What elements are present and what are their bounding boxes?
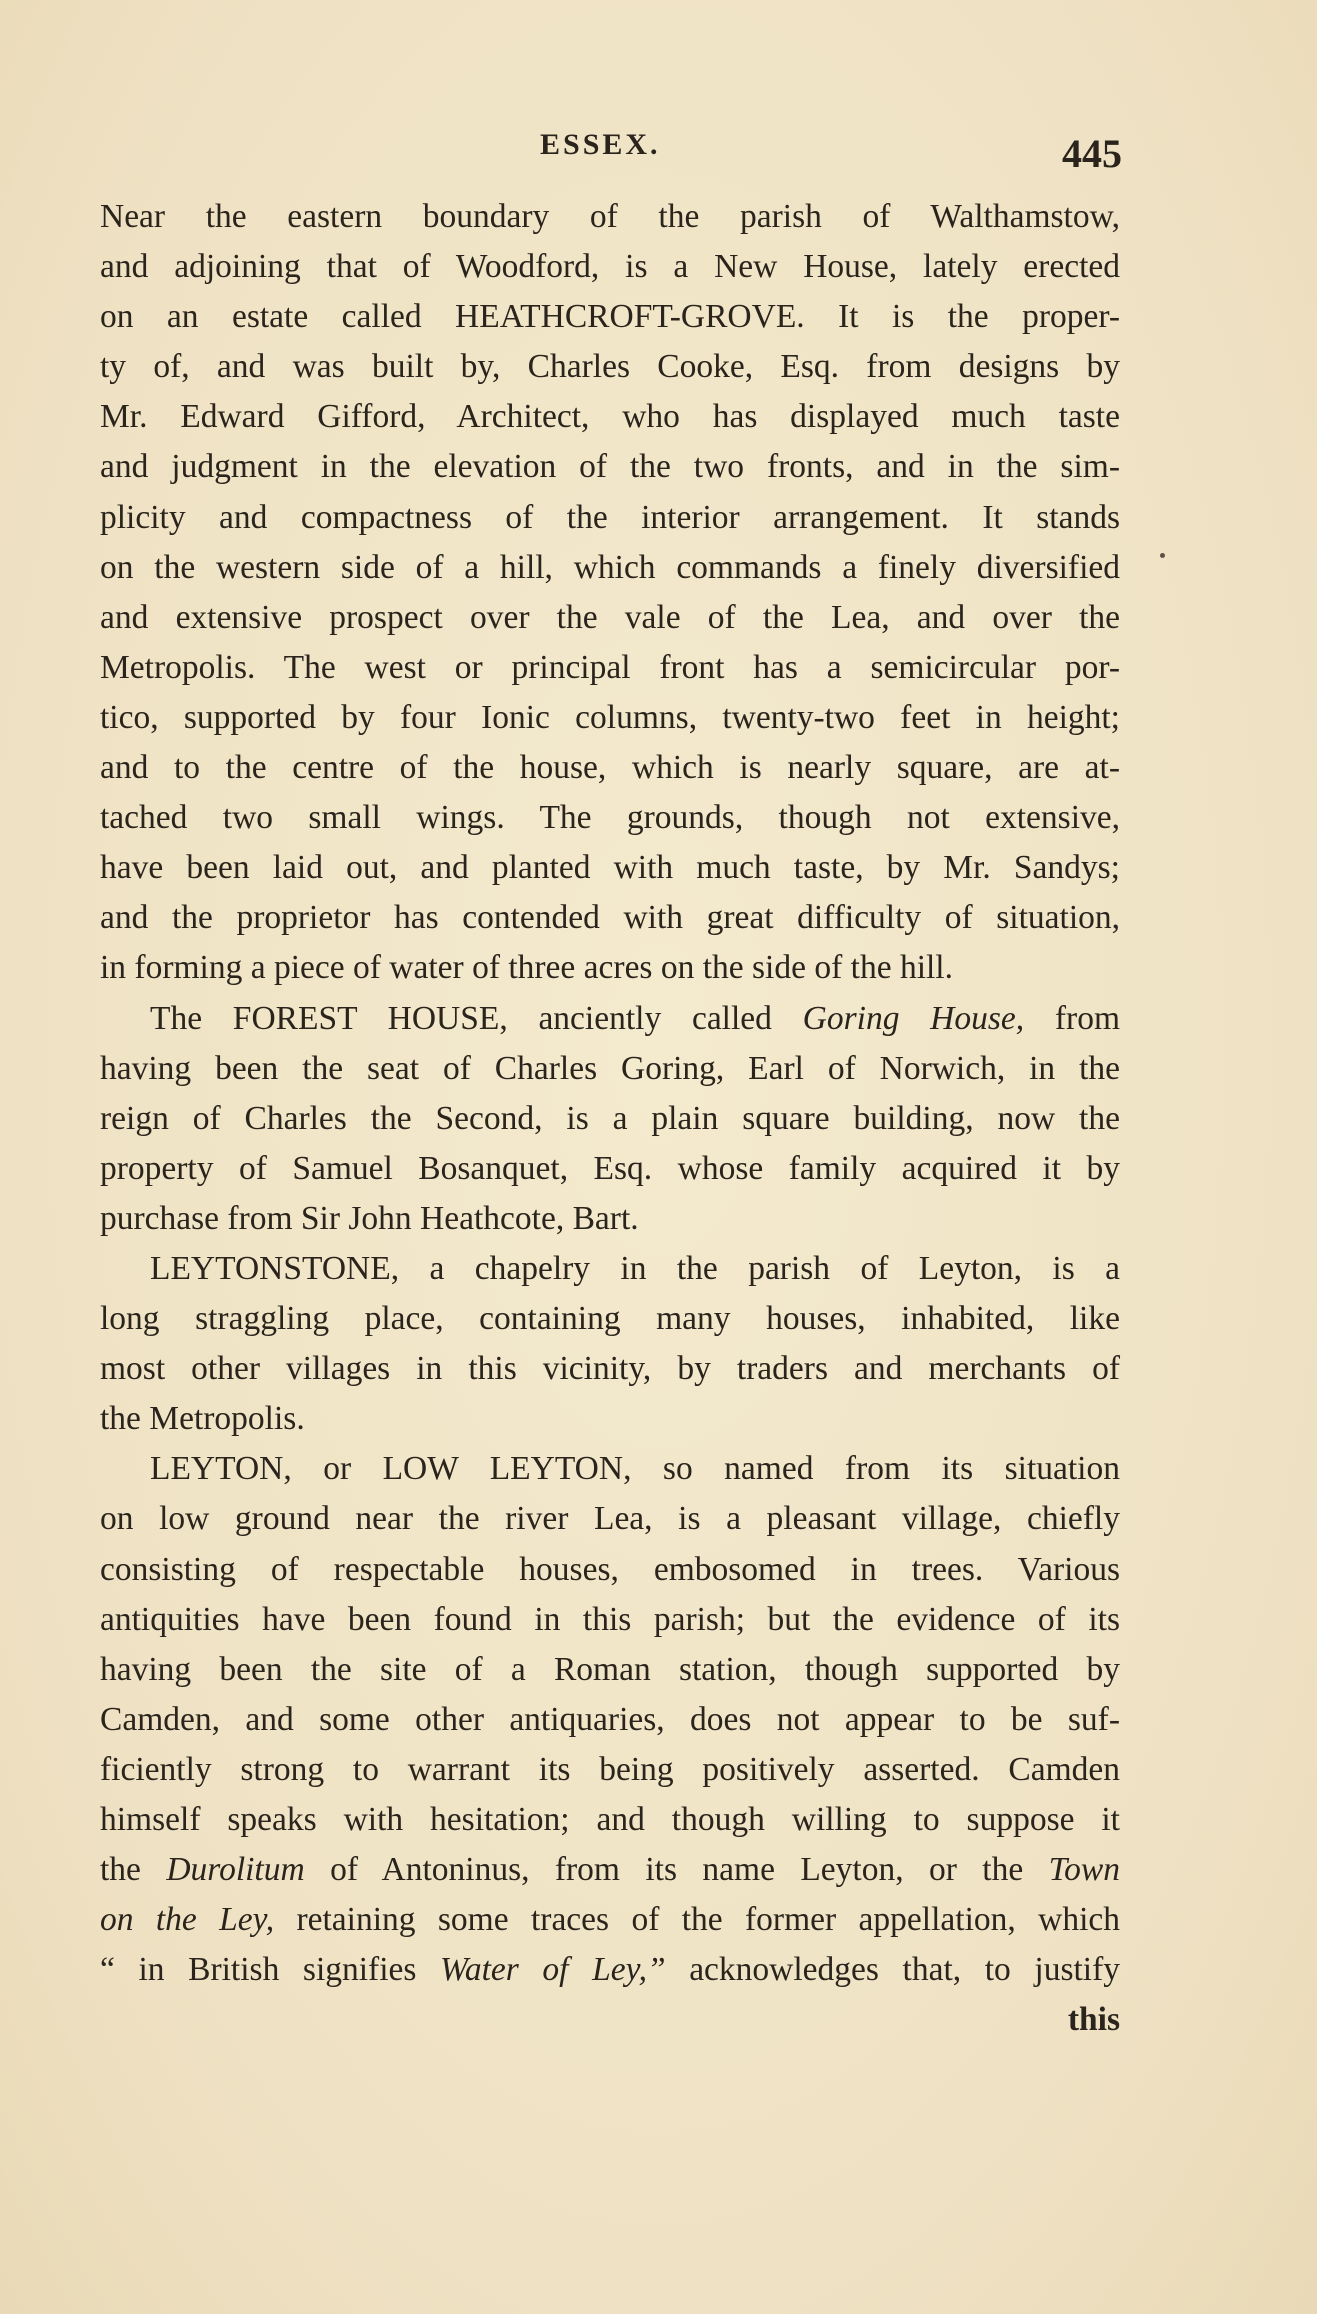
italic-text: on the Ley, <box>100 1901 275 1939</box>
text-line: Mr. Edward Gifford, Architect, who has displayed much taste <box>100 398 1120 436</box>
italic-text: Water of Ley,” <box>440 1951 666 1989</box>
text-segment: of Antoninus, from its name Leyton, or the <box>330 1851 1024 1889</box>
text-segment: “ in British signifies <box>100 1951 417 1989</box>
text-line: consisting of respectable houses, embosomed in trees. Various <box>100 1550 1120 1588</box>
text-segment: the <box>100 1851 141 1889</box>
text-line: purchase from Sir John Heathcote, Bart. <box>100 1199 639 1237</box>
page-number: 445 <box>1062 131 1122 176</box>
text-line <box>100 1845 1120 1895</box>
text-line: and extensive prospect over the vale of the Lea, and over the <box>100 598 1120 636</box>
text-line: on low ground near the river Lea, is a pleasant village, chiefly <box>100 1500 1120 1538</box>
italic-text: Town <box>1048 1851 1121 1889</box>
text-line: having been the seat of Charles Goring, Earl of Norwich, in the <box>100 1049 1120 1087</box>
text-line: on an estate called HEATHCROFT-GROVE. It is the proper- <box>100 298 1120 336</box>
text-line: Camden, and some other antiquaries, does not appear to be suf- <box>100 1700 1120 1738</box>
text-line: ficiently strong to warrant its being positively asserted. Camden <box>100 1750 1120 1788</box>
text-line: tached two small wings. The grounds, though not extensive, <box>100 799 1120 837</box>
text-line <box>100 1895 1120 1945</box>
text-line: himself speaks with hesitation; and though willing to suppose it <box>100 1801 1120 1838</box>
italic-text: Durolitum <box>166 1851 305 1889</box>
text-line: Metropolis. The west or principal front has a semicircular por- <box>100 648 1120 686</box>
text-line: and adjoining that of Woodford, is a New House, lately erected <box>100 248 1120 286</box>
text-line: LEYTONSTONE, a chapelry in the parish of Leyton, is a <box>150 1249 1120 1287</box>
text-line: having been the site of a Roman station, though supported by <box>100 1650 1120 1688</box>
text-line: plicity and compactness of the interior arrangement. It stands <box>100 498 1120 536</box>
page-header <box>0 128 1317 178</box>
text-segment: from <box>1054 999 1121 1037</box>
text-line: long straggling place, containing many houses, inhabited, like <box>100 1300 1120 1338</box>
text-line <box>100 994 1120 1044</box>
text-line: and to the centre of the house, which is nearly square, are at- <box>100 749 1120 787</box>
text-line: reign of Charles the Second, is a plain square building, now the <box>100 1099 1120 1137</box>
catchword: this <box>1067 2001 1120 2039</box>
margin-speck <box>1160 553 1165 558</box>
text-segment: The FOREST HOUSE, anciently called <box>150 999 772 1037</box>
text-line: the Metropolis. <box>100 1400 305 1438</box>
text-line: antiquities have been found in this parish; but the evidence of its <box>100 1600 1120 1638</box>
italic-text: Goring House, <box>802 999 1025 1037</box>
text-line: LEYTON, or LOW LEYTON, so named from its situation <box>150 1450 1120 1488</box>
text-line: tico, supported by four Ionic columns, twenty-two feet in height; <box>100 698 1120 736</box>
text-line: Near the eastern boundary of the parish of Walthamstow, <box>100 198 1120 235</box>
text-line: have been laid out, and planted with much taste, by Mr. Sandys; <box>100 849 1120 887</box>
text-line: in forming a piece of water of three acres on the side of the hill. <box>100 949 953 987</box>
text-line <box>100 1945 1120 1995</box>
running-head: ESSEX. <box>540 128 661 161</box>
text-line: property of Samuel Bosanquet, Esq. whose family acquired it by <box>100 1149 1120 1187</box>
text-line: and judgment in the elevation of the two fronts, and in the sim- <box>100 448 1120 486</box>
text-segment: acknowledges that, to justify <box>689 1951 1121 1989</box>
text-line: and the proprietor has contended with great difficulty of situation, <box>100 899 1120 937</box>
text-line: most other villages in this vicinity, by traders and merchants of <box>100 1350 1120 1388</box>
text-line: on the western side of a hill, which commands a finely diversified <box>100 548 1120 586</box>
text-line: ty of, and was built by, Charles Cooke, Esq. from designs by <box>100 348 1120 386</box>
text-segment: retaining some traces of the former appellation, which <box>296 1901 1120 1939</box>
body-text <box>100 192 1120 2045</box>
